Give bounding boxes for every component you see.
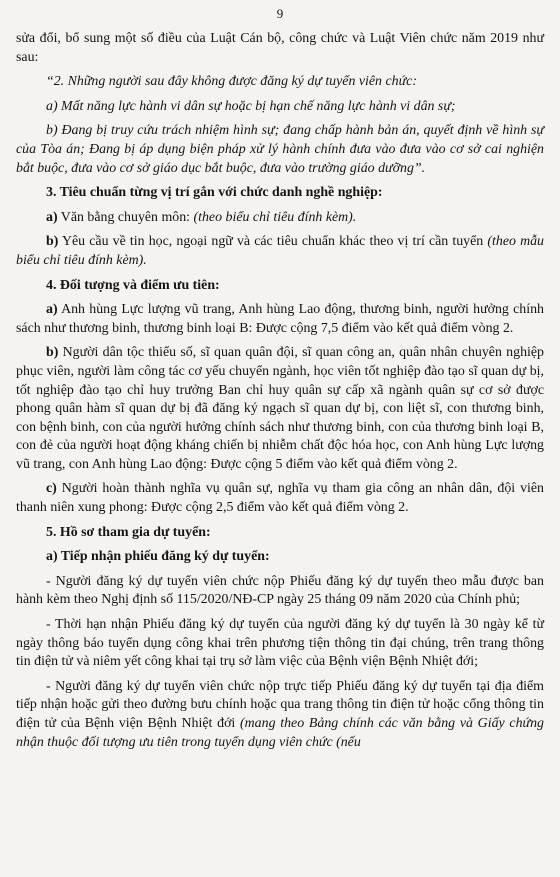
item-label: a) [46,209,58,225]
section-5-subheading-a: a) Tiếp nhận phiếu đăng ký dự tuyển: [46,549,270,565]
item-text: Người dân tộc thiểu số, sĩ quan quân đội, sĩ quan công an, quân nhân chuyên nghiệp phục viên, người làm công tác cơ yếu chuyển ngành, học viên tốt nghiệp đào tạo sĩ quan dự bị, tốt nghiệp đào tạo chỉ huy trưởng Ban chỉ huy quân sự cấp xã ngành quân sự cơ sở được phong quân hàm sĩ quan dự bị đã đăng ký ngạch sĩ quan dự bị, con liệt sĩ, con thương binh, con bệnh binh, con của người hưởng chính sách như thương binh, con của thương binh loại B, con đẻ của người hoạt động kháng chiến bị nhiễm chất độc hóa học, con Anh hùng Lực lượng vũ trang, con Anh hùng Lao động: Được cộng 5 điểm vào kết quả điểm vòng 2. [16,345,544,472]
section-4-item-c [16,480,544,517]
section-5-paragraph-3 [16,678,544,752]
page-number: 9 [276,6,284,21]
section-5-heading: 5. Hồ sơ tham gia dự tuyển: [46,524,211,540]
section-4-heading: 4. Đối tượng và điểm ưu tiên: [46,277,220,293]
paragraph-italic-note: (mang theo Bảng chính các văn bằng và Giấy chứng nhận thuộc đối tượng ưu tiên trong tuyển dụng viên chức (nếu [16,716,544,750]
section-3-item-b [16,233,544,270]
quote-lead: “2. Những người sau đây không được đăng ký dự tuyển viên chức: [46,74,417,90]
item-italic-note: (theo biểu chỉ tiêu đính kèm). [193,209,357,225]
item-text: Yêu cầu về tin học, ngoại ngữ và các tiêu chuẩn khác theo vị trí cần tuyển [58,234,488,250]
section-4-item-b [16,344,544,474]
section-3-item-a [16,209,544,228]
item-text: Anh hùng Lực lượng vũ trang, Anh hùng Lao động, thương binh, người hưởng chính sách như thương binh, thương binh loại B: Được cộng 7,5 điểm vào kết quả điểm vòng 2. [16,302,544,336]
item-text: Người hoàn thành nghĩa vụ quân sự, nghĩa vụ tham gia công an nhân dân, đội viên thanh niên xung phong: Được cộng 2,5 điểm vào kết quả điểm vòng 2. [16,481,544,516]
section-4-item-a [16,301,544,338]
item-label: b) [46,345,59,361]
section-5-paragraph-2: - Thời hạn nhận Phiếu đăng ký dự tuyển của người đăng ký dự tuyển là 30 ngày kể từ ngày thông báo tuyển dụng công khai trên phương tiện thông tin đại chúng, trên trang thông tin điện tử và niêm yết công khai tại trụ sở làm việc của Bệnh viện Bệnh Nhiệt đới; [16,617,544,670]
item-label: b) [46,234,59,250]
section-3-heading: 3. Tiêu chuẩn từng vị trí gắn với chức danh nghề nghiệp: [46,185,383,201]
item-italic-note: (theo mẫu biểu chỉ tiêu đính kèm). [16,234,544,268]
paragraph-text: - Người đăng ký dự tuyển viên chức nộp trực tiếp Phiếu đăng ký dự tuyển tại địa điểm tiếp nhận hoặc gửi theo đường bưu chính hoặc qua trang thông tin điện tử hoặc cổng thông tin điện tử của Bệnh viện Bệnh Nhiệt đới [16,678,544,731]
section-5-paragraph-1: - Người đăng ký dự tuyển viên chức nộp Phiếu đăng ký dự tuyển theo mẫu được ban hành kèm theo Nghị định số 115/2020/NĐ-CP ngày 25 tháng 09 năm 2020 của Chính phủ; [16,573,544,608]
quote-item-b: b) Đang bị truy cứu trách nhiệm hình sự; đang chấp hành bản án, quyết định về hình sự của Tòa án; Đang bị áp dụng biện pháp xử lý hành chính đưa vào đưa vào cơ sở cai nghiện bắt buộc, đưa vào cơ sở giáo dục bắt buộc, đưa vào trường giáo dưỡng”. [16,123,544,176]
item-text: Văn bằng chuyên môn: [57,209,194,225]
item-label: c) [46,481,57,497]
quote-item-a: a) Mất năng lực hành vi dân sự hoặc bị hạn chế năng lực hành vi dân sự; [46,98,456,114]
item-label: a) [46,302,58,318]
intro-paragraph: sửa đổi, bổ sung một số điều của Luật Cán bộ, công chức và Luật Viên chức năm 2019 như sau: [16,31,544,65]
